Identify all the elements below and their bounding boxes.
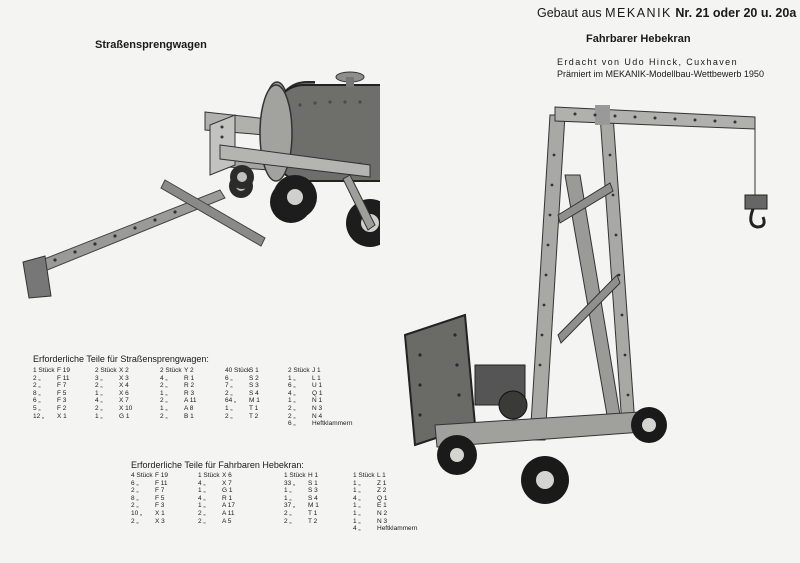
parts-row xyxy=(160,382,197,390)
part-code: F 11 xyxy=(155,479,168,487)
part-code: M 1 xyxy=(249,397,260,405)
parts-row xyxy=(33,367,70,375)
part-code: N 1 xyxy=(312,397,323,405)
part-code: U 1 xyxy=(312,382,323,390)
parts-row xyxy=(284,495,319,503)
parts-column xyxy=(288,367,352,428)
parts-row xyxy=(198,518,235,526)
part-code: N 2 xyxy=(377,509,388,517)
parts-row xyxy=(33,375,70,383)
part-quantity: 12 „ xyxy=(33,412,45,420)
part-quantity: 7 „ xyxy=(225,382,233,390)
parts-row xyxy=(353,480,417,488)
parts-row xyxy=(288,367,352,375)
parts-column xyxy=(95,367,132,420)
part-quantity: 1 „ xyxy=(225,404,233,412)
parts-row xyxy=(284,480,319,488)
part-code: Q 1 xyxy=(377,494,388,502)
part-code: L 1 xyxy=(377,472,386,479)
part-quantity: 2 „ xyxy=(95,404,103,412)
award-rest: -Modellbau-Wettbewerb 1950 xyxy=(646,69,764,79)
part-code: S 1 xyxy=(249,367,259,374)
parts-row xyxy=(131,510,168,518)
part-code: A 8 xyxy=(184,404,194,412)
parts-row xyxy=(131,518,168,526)
sprinkler-parts-list xyxy=(33,367,413,437)
part-code: X 6 xyxy=(222,472,232,479)
part-quantity: 2 „ xyxy=(284,517,292,525)
parts-row xyxy=(225,390,260,398)
part-code: F 5 xyxy=(57,389,67,397)
part-quantity: 1 „ xyxy=(160,389,168,397)
part-quantity: 1 „ xyxy=(284,494,292,502)
part-quantity: 64 „ xyxy=(225,397,237,405)
part-quantity: 2 „ xyxy=(198,517,206,525)
parts-row xyxy=(160,390,197,398)
part-code: A 17 xyxy=(222,502,236,510)
part-quantity: 2 „ xyxy=(225,389,233,397)
part-quantity: 2 Stück xyxy=(288,367,310,374)
parts-row xyxy=(198,487,235,495)
part-code: J 1 xyxy=(312,367,321,374)
part-code: T 1 xyxy=(249,404,259,412)
part-code: M 1 xyxy=(308,502,319,510)
award-line xyxy=(557,69,764,79)
part-code: X 3 xyxy=(155,517,165,525)
part-quantity: 6 „ xyxy=(33,397,41,405)
parts-row xyxy=(160,367,197,375)
part-code: N 4 xyxy=(312,412,323,420)
part-code: N 3 xyxy=(312,404,323,412)
inventor-credit: Erdacht von Udo Hinck, Cuxhaven xyxy=(557,57,738,67)
part-quantity: 2 Stück xyxy=(95,367,117,374)
part-quantity: 6 „ xyxy=(225,374,233,382)
parts-row xyxy=(284,472,319,480)
part-quantity: 2 „ xyxy=(160,397,168,405)
part-code: X 6 xyxy=(119,389,129,397)
part-quantity: 1 „ xyxy=(160,404,168,412)
sprinkler-tank-photo xyxy=(200,65,380,265)
part-quantity: 1 „ xyxy=(284,487,292,495)
parts-row xyxy=(131,487,168,495)
part-quantity: 2 „ xyxy=(284,509,292,517)
part-quantity: 4 „ xyxy=(95,397,103,405)
parts-row xyxy=(95,405,132,413)
parts-column xyxy=(225,367,260,420)
part-code: A 11 xyxy=(184,397,197,405)
parts-row xyxy=(353,495,417,503)
part-code: F 11 xyxy=(57,374,70,382)
award-prefix: Prämiert im xyxy=(557,69,604,79)
parts-row xyxy=(225,375,260,383)
parts-row xyxy=(353,518,417,526)
part-code: F 19 xyxy=(57,367,71,374)
parts-row xyxy=(198,510,235,518)
part-code: S 3 xyxy=(249,382,259,390)
part-quantity: 4 „ xyxy=(160,374,168,382)
part-code: R 1 xyxy=(184,374,195,382)
part-code: Z 1 xyxy=(377,479,387,487)
part-code: G 1 xyxy=(119,412,130,420)
parts-column xyxy=(353,472,417,533)
part-code: A 5 xyxy=(222,517,232,525)
part-code: R 3 xyxy=(184,389,195,397)
part-code: R 2 xyxy=(184,382,195,390)
page-header xyxy=(537,6,796,20)
parts-row xyxy=(160,397,197,405)
part-quantity: 2 „ xyxy=(288,412,296,420)
part-quantity: 1 „ xyxy=(288,397,296,405)
header-prefix: Gebaut aus xyxy=(537,6,602,20)
part-quantity: 2 „ xyxy=(160,382,168,390)
part-quantity: 1 „ xyxy=(95,389,103,397)
part-code: T 1 xyxy=(308,509,318,517)
part-quantity: 1 Stück xyxy=(198,472,220,479)
part-quantity: 1 „ xyxy=(353,509,361,517)
part-quantity: 1 „ xyxy=(353,517,361,525)
part-quantity: 5 „ xyxy=(33,404,41,412)
model-numbers: Nr. 21 oder 20 u. 20a xyxy=(675,6,797,20)
part-quantity: 4 Stück xyxy=(131,472,153,479)
parts-row xyxy=(288,390,352,398)
parts-row xyxy=(225,382,260,390)
part-quantity: 6 „ xyxy=(131,479,139,487)
parts-row xyxy=(33,405,70,413)
part-code: X 4 xyxy=(119,382,129,390)
part-quantity: 4 „ xyxy=(288,389,296,397)
part-code: X 3 xyxy=(119,374,129,382)
parts-row xyxy=(225,413,260,421)
parts-row xyxy=(198,495,235,503)
parts-column xyxy=(284,472,319,525)
parts-row xyxy=(353,510,417,518)
part-quantity: 1 „ xyxy=(353,487,361,495)
part-code: T 2 xyxy=(249,412,259,420)
part-code: T 2 xyxy=(308,517,318,525)
parts-column xyxy=(131,472,168,525)
part-code: X 7 xyxy=(222,479,232,487)
part-code: F 7 xyxy=(155,487,165,495)
part-quantity: 2 „ xyxy=(131,517,139,525)
crane-parts-list xyxy=(131,472,431,542)
part-quantity: 2 „ xyxy=(131,502,139,510)
parts-row xyxy=(198,502,235,510)
parts-row xyxy=(353,525,417,533)
part-code: X 7 xyxy=(119,397,129,405)
crane-photo xyxy=(395,95,795,515)
parts-row xyxy=(284,487,319,495)
part-quantity: 1 „ xyxy=(95,412,103,420)
parts-row xyxy=(131,480,168,488)
part-quantity: 1 Stück xyxy=(353,472,375,479)
part-quantity: 2 „ xyxy=(33,382,41,390)
parts-row xyxy=(288,413,352,421)
parts-row xyxy=(284,502,319,510)
part-quantity: 1 „ xyxy=(198,502,206,510)
part-quantity: 2 „ xyxy=(95,382,103,390)
part-quantity: 3 „ xyxy=(95,374,103,382)
part-quantity: 2 „ xyxy=(225,412,233,420)
part-code: Z 2 xyxy=(377,487,387,495)
part-code: S 3 xyxy=(308,487,318,495)
parts-row xyxy=(353,487,417,495)
parts-row xyxy=(225,397,260,405)
parts-row xyxy=(160,413,197,421)
part-code: H 1 xyxy=(308,472,319,479)
part-quantity: 4 „ xyxy=(198,479,206,487)
parts-row xyxy=(33,382,70,390)
part-code: S 4 xyxy=(308,494,318,502)
part-code: L 1 xyxy=(312,374,321,382)
parts-row xyxy=(95,382,132,390)
part-code: Y 2 xyxy=(184,367,194,374)
part-code: X 10 xyxy=(119,404,133,412)
part-code: R 1 xyxy=(222,494,233,502)
part-quantity: 1 „ xyxy=(198,487,206,495)
part-code: F 3 xyxy=(57,397,67,405)
part-quantity: 2 „ xyxy=(198,509,206,517)
part-quantity: 4 „ xyxy=(198,494,206,502)
part-code: F 19 xyxy=(155,472,169,479)
award-brand: MEKANIK xyxy=(605,69,647,79)
parts-row xyxy=(160,375,197,383)
part-quantity: 10 „ xyxy=(131,509,143,517)
parts-row xyxy=(131,472,168,480)
parts-row xyxy=(131,495,168,503)
parts-row xyxy=(225,405,260,413)
part-quantity: 2 „ xyxy=(33,374,41,382)
part-code: F 7 xyxy=(57,382,67,390)
parts-row xyxy=(95,397,132,405)
part-quantity: 6 „ xyxy=(288,382,296,390)
parts-row xyxy=(284,510,319,518)
parts-row xyxy=(198,472,235,480)
parts-row xyxy=(160,405,197,413)
parts-row xyxy=(198,480,235,488)
part-code: F 2 xyxy=(57,404,67,412)
parts-column xyxy=(160,367,197,420)
parts-row xyxy=(225,367,260,375)
part-quantity: 1 Stück xyxy=(33,367,55,374)
part-code: Heftklammern xyxy=(312,420,353,428)
part-code: X 1 xyxy=(155,509,165,517)
part-quantity: 1 „ xyxy=(353,502,361,510)
part-code: Q 1 xyxy=(312,389,323,397)
part-code: F 3 xyxy=(155,502,165,510)
part-code: S 4 xyxy=(249,389,259,397)
sprinkler-title: Straßensprengwagen xyxy=(95,39,207,51)
parts-row xyxy=(353,502,417,510)
part-quantity: 2 „ xyxy=(131,487,139,495)
part-code: B 1 xyxy=(184,412,194,420)
part-quantity: 4 „ xyxy=(353,494,361,502)
part-code: E 1 xyxy=(377,502,387,510)
part-quantity: 37 „ xyxy=(284,502,296,510)
part-quantity: 8 „ xyxy=(33,389,41,397)
part-code: A 11 xyxy=(222,509,235,517)
part-code: N 3 xyxy=(377,517,388,525)
part-code: F 5 xyxy=(155,494,165,502)
parts-row xyxy=(131,502,168,510)
parts-row xyxy=(95,367,132,375)
parts-row xyxy=(284,518,319,526)
parts-row xyxy=(288,375,352,383)
part-quantity: 1 „ xyxy=(353,479,361,487)
part-quantity: 4 „ xyxy=(353,525,361,533)
parts-row xyxy=(95,390,132,398)
parts-column xyxy=(198,472,235,525)
part-quantity: 1 Stück xyxy=(284,472,306,479)
brand-name: MEKANIK xyxy=(605,6,672,20)
sprinkler-parts-title: Erforderliche Teile für Straßensprengwagen: xyxy=(33,354,209,364)
part-code: S 1 xyxy=(308,479,318,487)
parts-row xyxy=(33,390,70,398)
parts-row xyxy=(288,397,352,405)
part-quantity: 33 „ xyxy=(284,479,296,487)
part-code: X 1 xyxy=(57,412,67,420)
parts-row xyxy=(288,420,352,428)
crane-parts-title: Erforderliche Teile für Fahrbaren Hebekran: xyxy=(131,460,304,470)
parts-row xyxy=(288,405,352,413)
parts-row xyxy=(95,413,132,421)
part-quantity: 2 „ xyxy=(288,404,296,412)
part-code: X 2 xyxy=(119,367,129,374)
parts-row xyxy=(95,375,132,383)
part-quantity: 8 „ xyxy=(131,494,139,502)
part-code: Heftklammern xyxy=(377,525,418,533)
parts-row xyxy=(33,413,70,421)
part-quantity: 1 „ xyxy=(288,374,296,382)
part-quantity: 2 Stück xyxy=(160,367,182,374)
part-quantity: 40 Stück xyxy=(225,367,251,374)
part-quantity: 2 „ xyxy=(160,412,168,420)
parts-row xyxy=(288,382,352,390)
crane-title: Fahrbarer Hebekran xyxy=(586,33,691,45)
part-code: S 2 xyxy=(249,374,259,382)
parts-column xyxy=(33,367,70,420)
part-code: G 1 xyxy=(222,487,233,495)
parts-row xyxy=(33,397,70,405)
parts-row xyxy=(353,472,417,480)
part-quantity: 6 „ xyxy=(288,420,296,428)
